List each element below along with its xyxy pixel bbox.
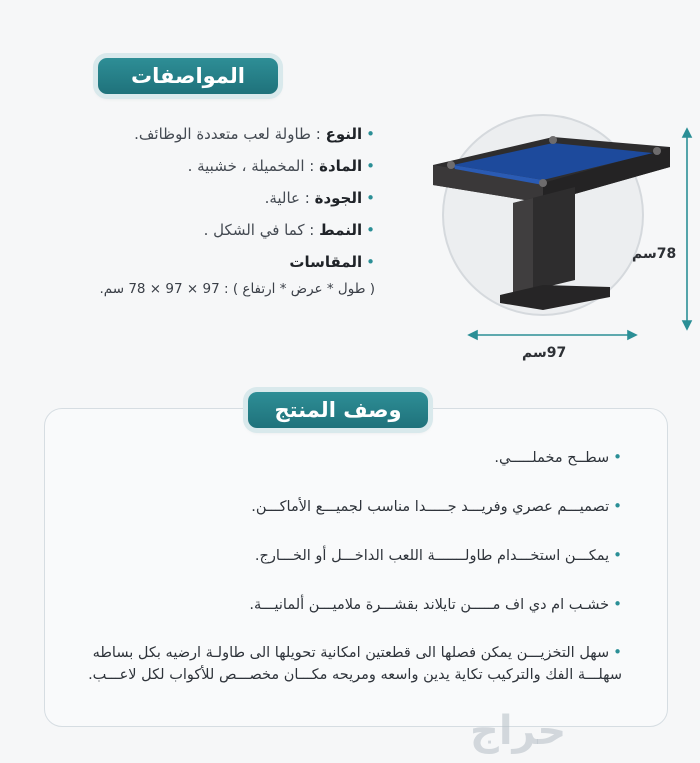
list-item bbox=[62, 445, 622, 470]
spec-key: النوع bbox=[325, 125, 363, 143]
width-arrow bbox=[469, 331, 636, 339]
dimensions-text: ( طول * عرض * ارتفاع ) : 97 × 97 × 78 سم. bbox=[99, 281, 375, 297]
bullet-icon: • bbox=[613, 546, 622, 564]
list-item-text: خشـب ام دي اف مـــــن تايلاند بقشـــرة ملاميـــن ألمانيـــة. bbox=[249, 597, 610, 613]
list-item-text: يمكـــن استخـــدام طاولـــــــة اللعب الداخـــل أو الخـــارج. bbox=[254, 548, 610, 564]
bullet-icon: • bbox=[613, 595, 622, 613]
cup-holder bbox=[539, 179, 547, 187]
spec-value: : طاولة لعب متعددة الوظائف. bbox=[134, 125, 326, 143]
cup-holder bbox=[549, 136, 557, 144]
spec-style bbox=[99, 214, 375, 246]
bullet-icon: • bbox=[613, 448, 622, 466]
bullet-icon: • bbox=[366, 157, 375, 175]
spec-key: الجودة bbox=[314, 189, 363, 207]
spec-key: المقاسات bbox=[289, 253, 363, 271]
description-title: وصف المنتج bbox=[248, 392, 428, 428]
bullet-icon: • bbox=[366, 253, 375, 271]
bullet-icon: • bbox=[366, 125, 375, 143]
specs-title: المواصفات bbox=[98, 58, 278, 94]
spec-value: : عالية. bbox=[264, 189, 315, 207]
specs-list bbox=[99, 118, 375, 304]
bullet-icon: • bbox=[366, 189, 375, 207]
spec-material bbox=[99, 150, 375, 182]
description-list bbox=[62, 445, 622, 686]
bullet-icon: • bbox=[366, 221, 375, 239]
list-item-text: سهل التخزيـــن يمكن فصلها الى قطعتين امكانية تحويلها الى طاولـة ارضيه بكل بساطه سهلـــة الفك والتركيب تكاية يدين واسعه ومريحه مكـــان مخصـــص للأكواب لكل لاعـــب. bbox=[88, 645, 622, 683]
list-item-text: تصميـــم عصري وفريـــد جـــــدا مناسب لجميـــع الأماكـــن. bbox=[251, 499, 610, 515]
haraj-watermark: حراج bbox=[470, 708, 567, 754]
list-item bbox=[62, 543, 622, 568]
bullet-icon: • bbox=[613, 497, 622, 515]
spec-quality bbox=[99, 182, 375, 214]
game-table-image bbox=[425, 85, 700, 370]
spec-value: : المخميلة ، خشبية . bbox=[187, 157, 320, 175]
list-item bbox=[62, 592, 622, 617]
spec-dimensions bbox=[99, 246, 375, 278]
list-item-text: سطــح مخملـــــي. bbox=[494, 450, 610, 466]
height-arrow bbox=[683, 129, 691, 329]
cup-holder bbox=[447, 161, 455, 169]
cup-holder bbox=[653, 147, 661, 155]
spec-key: المادة bbox=[319, 157, 363, 175]
list-item bbox=[62, 494, 622, 519]
bullet-icon: • bbox=[613, 643, 622, 661]
spec-key: النمط bbox=[319, 221, 363, 239]
width-label: 97سم bbox=[522, 345, 567, 361]
list-item bbox=[62, 641, 622, 686]
height-label: 78سم bbox=[632, 246, 677, 262]
spec-type bbox=[99, 118, 375, 150]
spec-value: : كما في الشكل . bbox=[203, 221, 320, 239]
